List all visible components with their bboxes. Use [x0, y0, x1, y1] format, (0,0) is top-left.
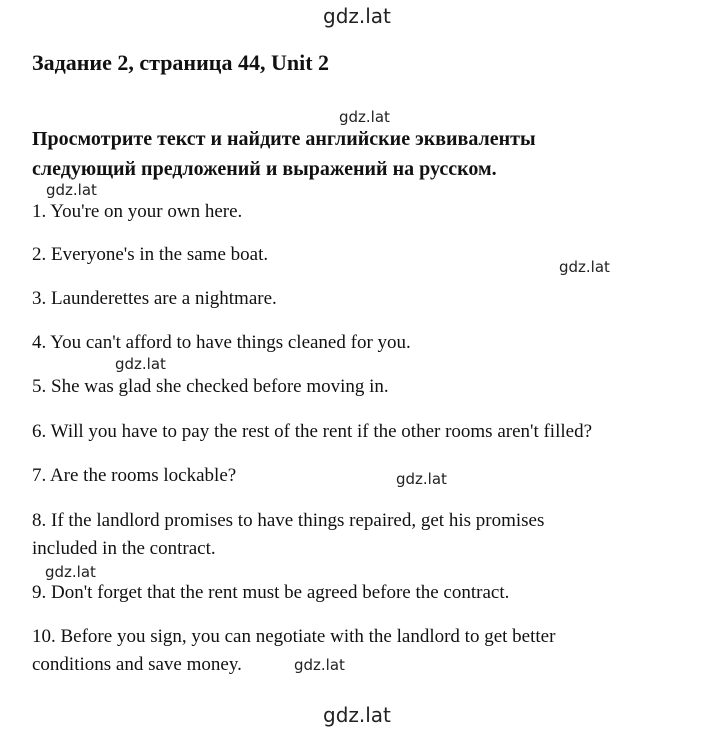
- watermark-text: gdz.lat: [294, 656, 345, 674]
- list-item-text: 3. Launderettes are a nightmare.: [32, 288, 277, 309]
- instruction-line: Просмотрите текст и найдите английские эквиваленты: [32, 128, 536, 150]
- list-item: [32, 329, 692, 357]
- list-item-text: 9. Don't forget that the rent must be agreed before the contract.: [32, 582, 510, 603]
- watermark-text: gdz.lat: [115, 355, 166, 373]
- list-item: [32, 579, 692, 607]
- watermark-text: gdz.lat: [323, 703, 391, 727]
- task-instruction: [32, 124, 672, 184]
- watermark-text: gdz.lat: [323, 4, 391, 28]
- list-item-text: 10. Before you sign, you can negotiate with the landlord to get better: [32, 626, 556, 647]
- list-item-text: 6. Will you have to pay the rest of the rent if the other rooms aren't filled?: [32, 421, 592, 442]
- list-item: [32, 198, 692, 226]
- list-item-text: 8. If the landlord promises to have things repaired, get his promises: [32, 510, 545, 531]
- list-item-text: included in the contract.: [32, 538, 216, 559]
- list-item: [32, 373, 692, 401]
- list-item-text: 2. Everyone's in the same boat.: [32, 244, 269, 265]
- instruction-line: следующий предложений и выражений на русском.: [32, 158, 497, 180]
- watermark-text: gdz.lat: [46, 181, 97, 199]
- page-title: Задание 2, страница 44, Unit 2: [32, 50, 330, 75]
- list-item: [32, 623, 692, 679]
- list-item: [32, 462, 692, 490]
- list-item: [32, 285, 692, 313]
- list-item-text: 4. You can't afford to have things cleaned for you.: [32, 332, 411, 353]
- list-item-text: 1. You're on your own here.: [32, 201, 243, 222]
- list-item-text: 7. Are the rooms lockable?: [32, 465, 237, 486]
- watermark-text: gdz.lat: [45, 563, 96, 581]
- watermark-text: gdz.lat: [396, 470, 447, 488]
- watermark-text: gdz.lat: [339, 108, 390, 126]
- list-item: [32, 241, 692, 269]
- watermark-text: gdz.lat: [559, 258, 610, 276]
- list-item-text: 5. She was glad she checked before moving in.: [32, 376, 389, 397]
- list-item-text: conditions and save money.: [32, 654, 242, 675]
- list-item: [32, 418, 692, 446]
- list-item: [32, 507, 692, 563]
